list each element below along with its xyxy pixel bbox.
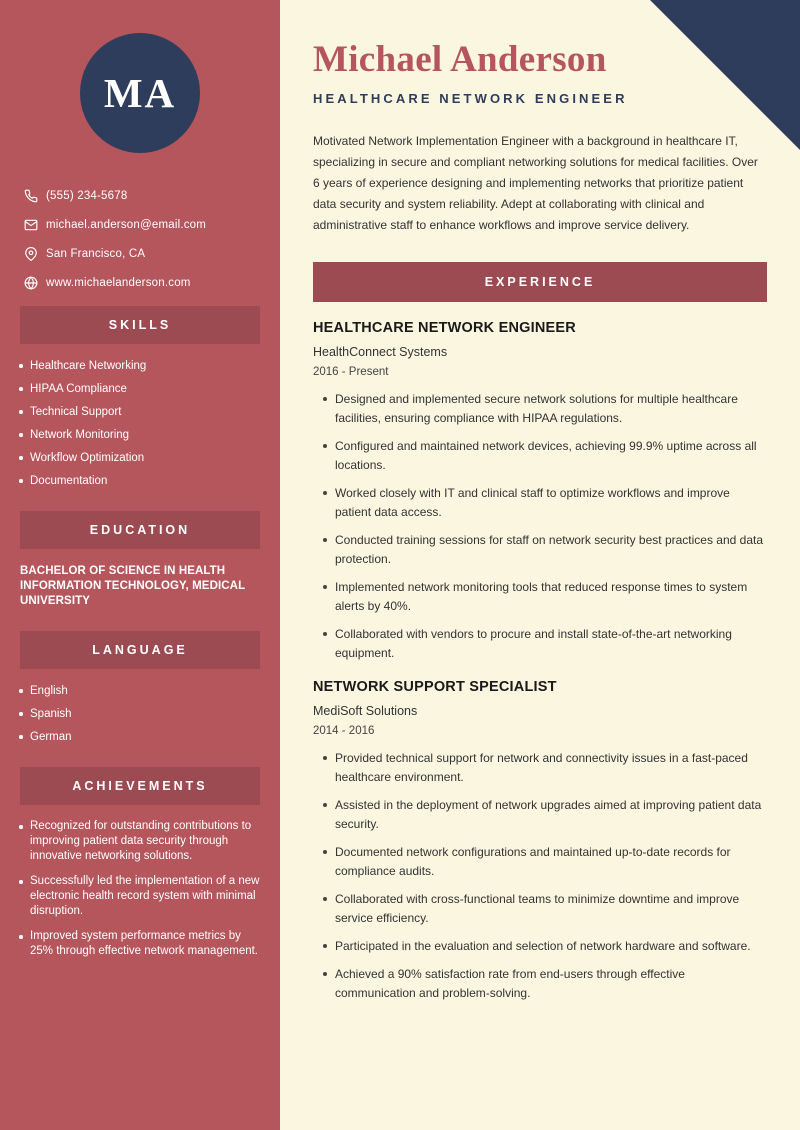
achievements-list [0,819,280,959]
education-heading: EDUCATION [20,511,260,549]
avatar: MA [80,33,200,153]
contact-item-website [24,276,256,290]
experience-entry-2 [313,679,767,1003]
summary-text: Motivated Network Implementation Engineer with a background in healthcare IT, specializing in secure and compliant networking solutions for medical facilities. Over 6 years of experience designing and implementing networks that prioritize patient data security and system reliability. Adept at collaborating with clinical and administrative staff to enhance workflows and improve service delivery. [313,134,758,232]
list-item: Technical Support [30,404,260,420]
job-role-subtitle: HEALTHCARE NETWORK ENGINEER [313,91,628,106]
list-item: Worked closely with IT and clinical staff to optimize workflows and improve patient data access. [335,484,767,522]
contact-item-phone [24,189,256,203]
job-company: MediSoft Solutions [313,704,418,718]
contact-location-text: San Francisco, CA [46,248,146,260]
list-item: Provided technical support for network and connectivity issues in a fast-paced healthcare environment. [335,749,767,787]
list-item: Recognized for outstanding contributions to improving patient data security through innovative networking solutions. [30,819,260,864]
job-bullet-list [313,390,767,663]
contact-item-location [24,247,256,261]
avatar-wrap [0,33,280,153]
list-item: Workflow Optimization [30,450,260,466]
achievements-heading: ACHIEVEMENTS [20,767,260,805]
sidebar [0,0,280,1130]
envelope-icon [24,218,46,232]
list-item: Implemented network monitoring tools that reduced response times to system alerts by 40%. [335,578,767,616]
experience-entry-1 [313,320,767,663]
job-title: HEALTHCARE NETWORK ENGINEER [313,320,576,336]
list-item: Documentation [30,473,260,489]
contact-item-email [24,218,256,232]
list-item: Spanish [30,706,260,722]
experience-heading: EXPERIENCE [313,262,767,302]
list-item: Healthcare Networking [30,358,260,374]
skills-list [0,358,280,489]
location-pin-icon [24,247,46,261]
main-column [280,0,800,1130]
job-company: HealthConnect Systems [313,345,448,359]
job-dates: 2014 - 2016 [313,725,375,737]
skills-heading: SKILLS [20,306,260,344]
list-item: German [30,729,260,745]
job-bullet-list [313,749,767,1003]
education-entry: BACHELOR OF SCIENCE IN HEALTH INFORMATION TECHNOLOGY, MEDICAL UNIVERSITY [20,565,246,607]
language-list [0,683,280,745]
globe-icon [24,276,46,290]
phone-icon [24,189,46,203]
job-title: NETWORK SUPPORT SPECIALIST [313,679,557,695]
list-item: Successfully led the implementation of a new electronic health record system with minimal disruption. [30,875,260,917]
list-item: Network Monitoring [30,427,260,443]
contact-website-text: www.michaelanderson.com [46,277,191,289]
list-item: English [30,683,260,699]
contact-phone-text: (555) 234-5678 [46,190,128,202]
page-title: Michael Anderson [313,39,607,80]
contact-list [0,189,280,290]
list-item: Documented network configurations and maintained up-to-date records for compliance audits. [335,843,767,881]
list-item: Assisted in the deployment of network upgrades aimed at improving patient data security. [335,796,767,834]
list-item: HIPAA Compliance [30,381,260,397]
list-item: Improved system performance metrics by 25% through effective network management. [30,930,259,957]
list-item: Conducted training sessions for staff on network security best practices and data protection. [335,531,767,569]
list-item: Collaborated with vendors to procure and install state-of-the-art networking equipment. [335,625,767,663]
job-dates: 2016 - Present [313,366,389,378]
contact-email-text: michael.anderson@email.com [46,219,207,231]
list-item: Participated in the evaluation and selection of network hardware and software. [335,937,767,956]
list-item: Designed and implemented secure network solutions for multiple healthcare facilities, ensuring compliance with HIPAA regulations. [335,390,767,428]
main-content [280,38,800,1003]
language-heading: LANGUAGE [20,631,260,669]
list-item: Achieved a 90% satisfaction rate from end-users through effective communication and problem-solving. [335,965,767,1003]
list-item: Collaborated with cross-functional teams to minimize downtime and improve service efficiency. [335,890,767,928]
list-item: Configured and maintained network devices, achieving 99.9% uptime across all locations. [335,437,767,475]
